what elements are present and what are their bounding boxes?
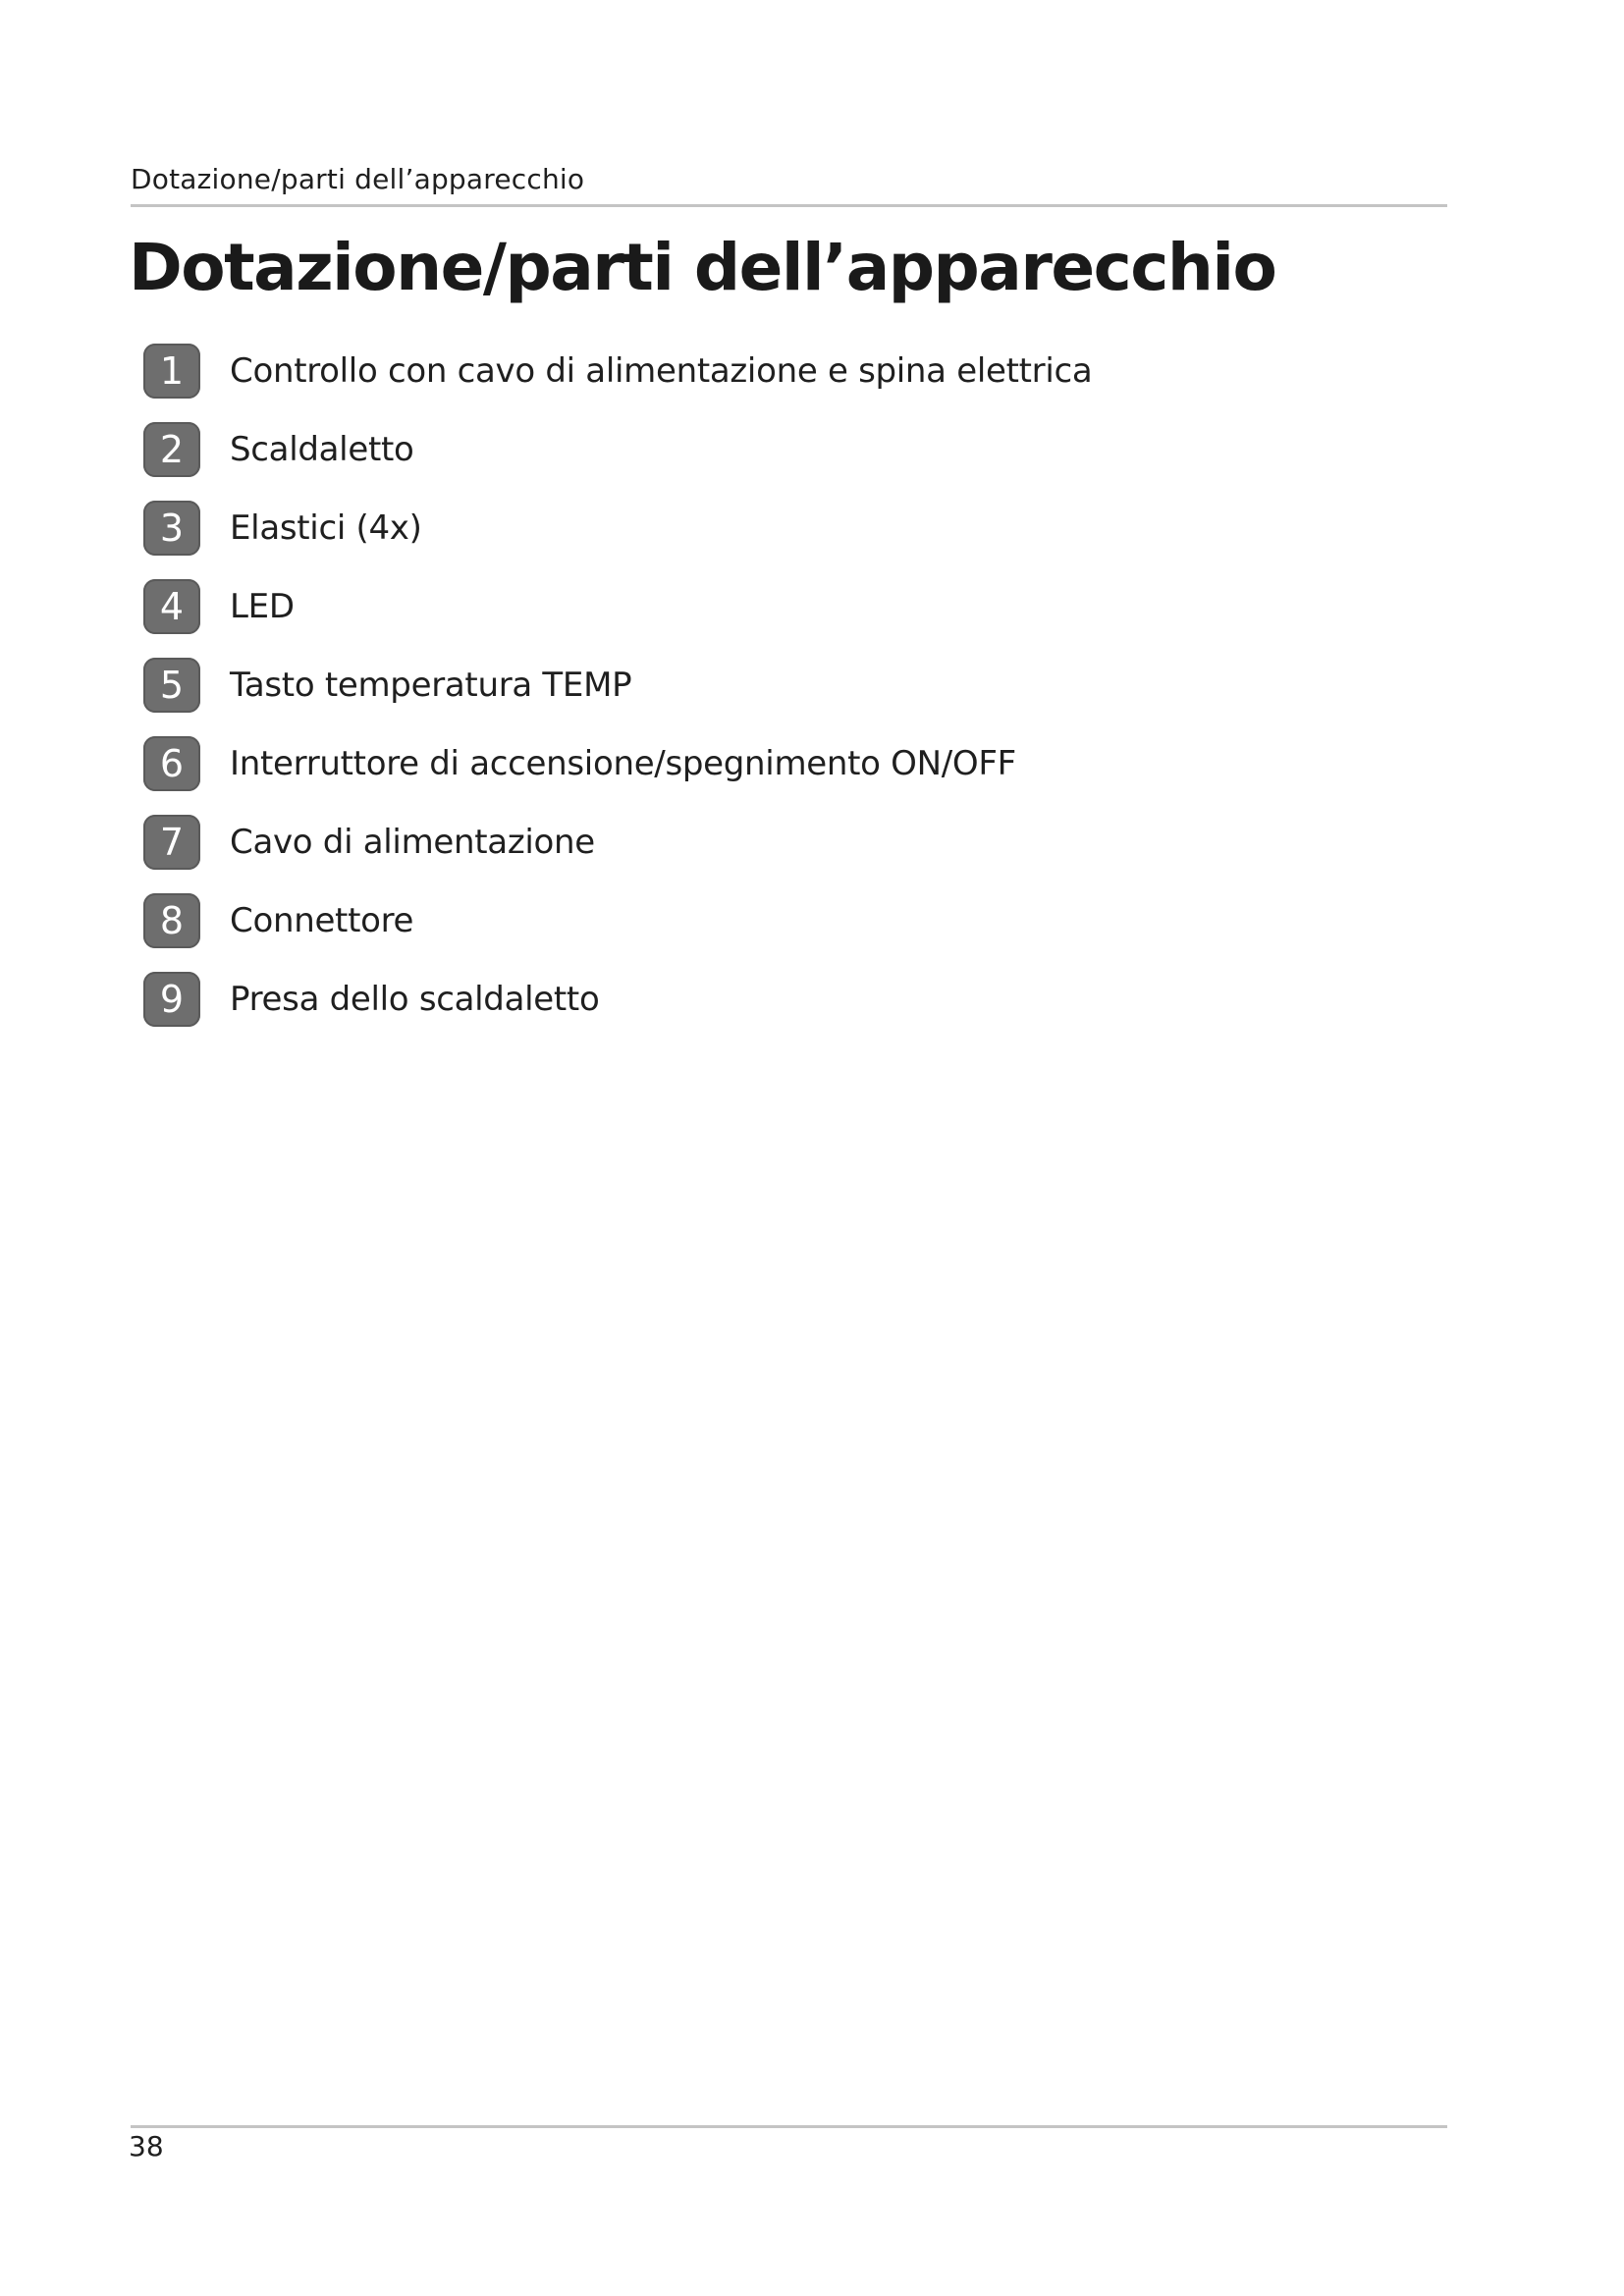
running-header: Dotazione/parti dell’apparecchio (131, 163, 585, 195)
part-item-7 (143, 803, 1092, 881)
header-divider (131, 204, 1447, 207)
part-label: Connettore (230, 901, 414, 940)
part-number-badge: 2 (143, 422, 200, 477)
page-number: 38 (129, 2130, 164, 2163)
parts-list (143, 332, 1092, 1039)
page-title: Dotazione/parti dell’apparecchio (129, 230, 1276, 305)
part-item-5 (143, 646, 1092, 724)
part-item-4 (143, 567, 1092, 646)
part-number-badge: 5 (143, 658, 200, 713)
part-label: Tasto temperatura TEMP (230, 666, 632, 705)
part-number-badge: 8 (143, 893, 200, 948)
part-number-badge: 4 (143, 579, 200, 634)
part-label: LED (230, 587, 295, 626)
part-item-9 (143, 960, 1092, 1039)
part-label: Cavo di alimentazione (230, 823, 595, 862)
part-number-badge: 6 (143, 736, 200, 791)
part-number-badge: 3 (143, 501, 200, 556)
part-label: Scaldaletto (230, 430, 414, 469)
part-label: Interruttore di accensione/spegnimento ON/OFF (230, 744, 1016, 783)
part-item-3 (143, 489, 1092, 567)
footer-divider (131, 2125, 1447, 2128)
part-item-8 (143, 881, 1092, 960)
part-item-6 (143, 724, 1092, 803)
part-number-badge: 9 (143, 972, 200, 1027)
part-label: Elastici (4x) (230, 508, 422, 548)
part-label: Presa dello scaldaletto (230, 980, 600, 1019)
part-number-badge: 7 (143, 815, 200, 870)
part-item-2 (143, 410, 1092, 489)
part-label: Controllo con cavo di alimentazione e spina elettrica (230, 351, 1093, 391)
part-number-badge: 1 (143, 344, 200, 399)
part-item-1 (143, 332, 1092, 410)
